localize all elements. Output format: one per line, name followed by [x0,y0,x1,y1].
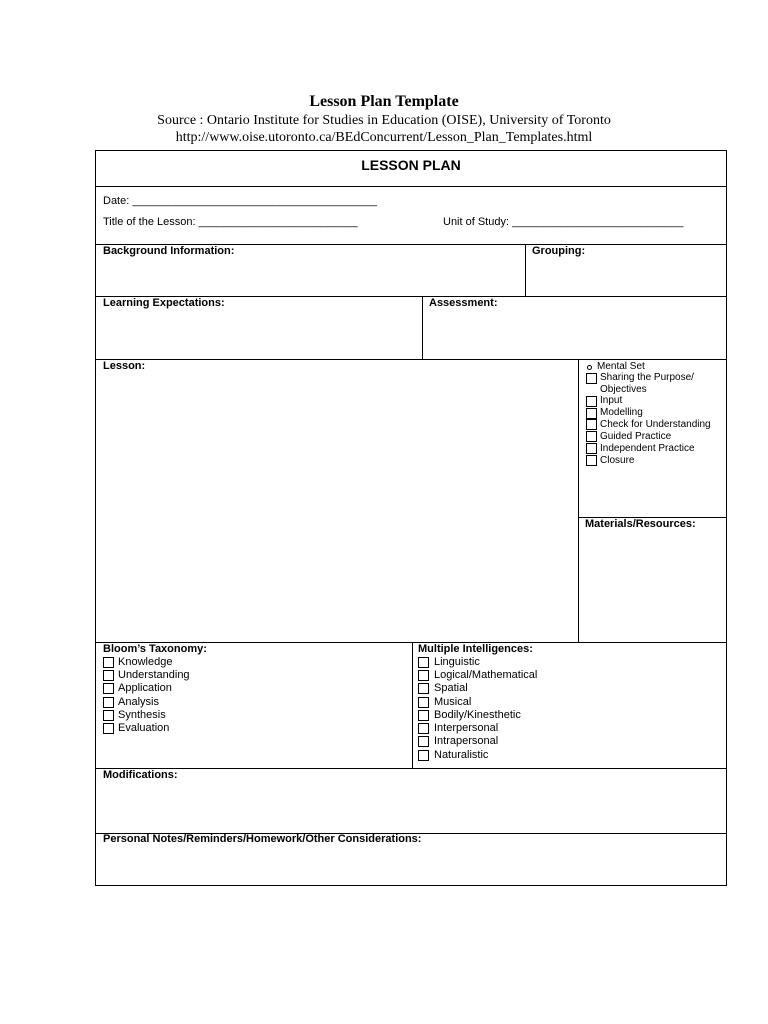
blooms-item-evaluation: Evaluation [118,722,170,734]
lesson-label: Lesson: [103,360,146,372]
divider [96,768,726,769]
lesson-step-check-understanding: Check for Understanding [600,419,711,430]
checkbox-closure[interactable] [586,455,597,466]
checkbox-synthesis[interactable] [103,710,114,721]
checkbox-evaluation[interactable] [103,723,114,734]
mi-item-musical: Musical [434,696,472,708]
multiple-intelligences-label: Multiple Intelligences: [418,643,533,655]
checkbox-interpersonal[interactable] [418,723,429,734]
date-field[interactable]: Date: ________________________________________ [103,195,378,207]
lesson-step-closure: Closure [600,455,635,466]
divider [525,244,526,296]
blooms-item-synthesis: Synthesis [118,709,166,721]
lesson-step-independent-practice: Independent Practice [600,443,695,454]
checkbox-naturalistic[interactable] [418,750,429,761]
document-title: Lesson Plan Template [309,93,459,110]
checkbox-linguistic[interactable] [418,657,429,668]
mi-item-linguistic: Linguistic [434,656,480,668]
lesson-step-guided-practice: Guided Practice [600,431,672,442]
checkbox-input[interactable] [586,396,597,407]
assessment-label: Assessment: [429,297,498,309]
unit-of-study-field[interactable]: Unit of Study: ____________________________ [443,216,684,228]
divider [96,359,726,360]
checkbox-knowledge[interactable] [103,657,114,668]
mi-item-interpersonal: Interpersonal [434,722,499,734]
form-heading: LESSON PLAN [361,157,461,173]
lesson-step-input: Input [600,395,623,406]
checkbox-application[interactable] [103,683,114,694]
checkbox-musical[interactable] [418,697,429,708]
mi-item-naturalistic: Naturalistic [434,749,489,761]
lesson-step-modelling: Modelling [600,407,643,418]
checkbox-bodily-kinesthetic[interactable] [418,710,429,721]
bullet-icon [587,365,592,370]
checkbox-sharing-purpose[interactable] [586,373,597,384]
blooms-item-understanding: Understanding [118,669,190,681]
grouping-label: Grouping: [532,245,586,257]
blooms-taxonomy-label: Bloom’s Taxonomy: [103,643,207,655]
lesson-step-mental-set: Mental Set [597,361,645,372]
checkbox-logical-mathematical[interactable] [418,670,429,681]
divider [412,642,413,768]
mi-item-logical-mathematical: Logical/Mathematical [434,669,538,681]
source-url: http://www.oise.utoronto.ca/BEdConcurrent/Lesson_Plan_Templates.html [175,130,593,145]
checkbox-spatial[interactable] [418,683,429,694]
lesson-step-sharing-purpose: Sharing the Purpose/ [600,372,694,383]
lesson-step-objectives: Objectives [600,384,647,395]
mi-item-bodily-kinesthetic: Bodily/Kinesthetic [434,709,521,721]
modifications-label: Modifications: [103,769,178,781]
mi-item-intrapersonal: Intrapersonal [434,735,499,747]
checkbox-intrapersonal[interactable] [418,736,429,747]
checkbox-modelling[interactable] [586,408,597,419]
checkbox-independent-practice[interactable] [586,443,597,454]
blooms-item-knowledge: Knowledge [118,656,173,668]
source-line: Source : Ontario Institute for Studies in Education (OISE), University of Toronto [157,113,611,128]
materials-resources-label: Materials/Resources: [585,518,696,530]
checkbox-guided-practice[interactable] [586,431,597,442]
checkbox-understanding[interactable] [103,670,114,681]
checkbox-analysis[interactable] [103,697,114,708]
divider [422,296,423,359]
lesson-plan-form [95,150,727,886]
blooms-item-analysis: Analysis [118,696,159,708]
blooms-item-application: Application [118,682,172,694]
divider [96,186,726,187]
checkbox-check-understanding[interactable] [586,419,597,430]
background-info-label: Background Information: [103,245,235,257]
divider [578,359,579,642]
learning-expectations-label: Learning Expectations: [103,297,225,309]
lesson-title-field[interactable]: Title of the Lesson: __________________________ [103,216,358,228]
mi-item-spatial: Spatial [434,682,468,694]
personal-notes-label: Personal Notes/Reminders/Homework/Other Considerations: [103,833,422,845]
